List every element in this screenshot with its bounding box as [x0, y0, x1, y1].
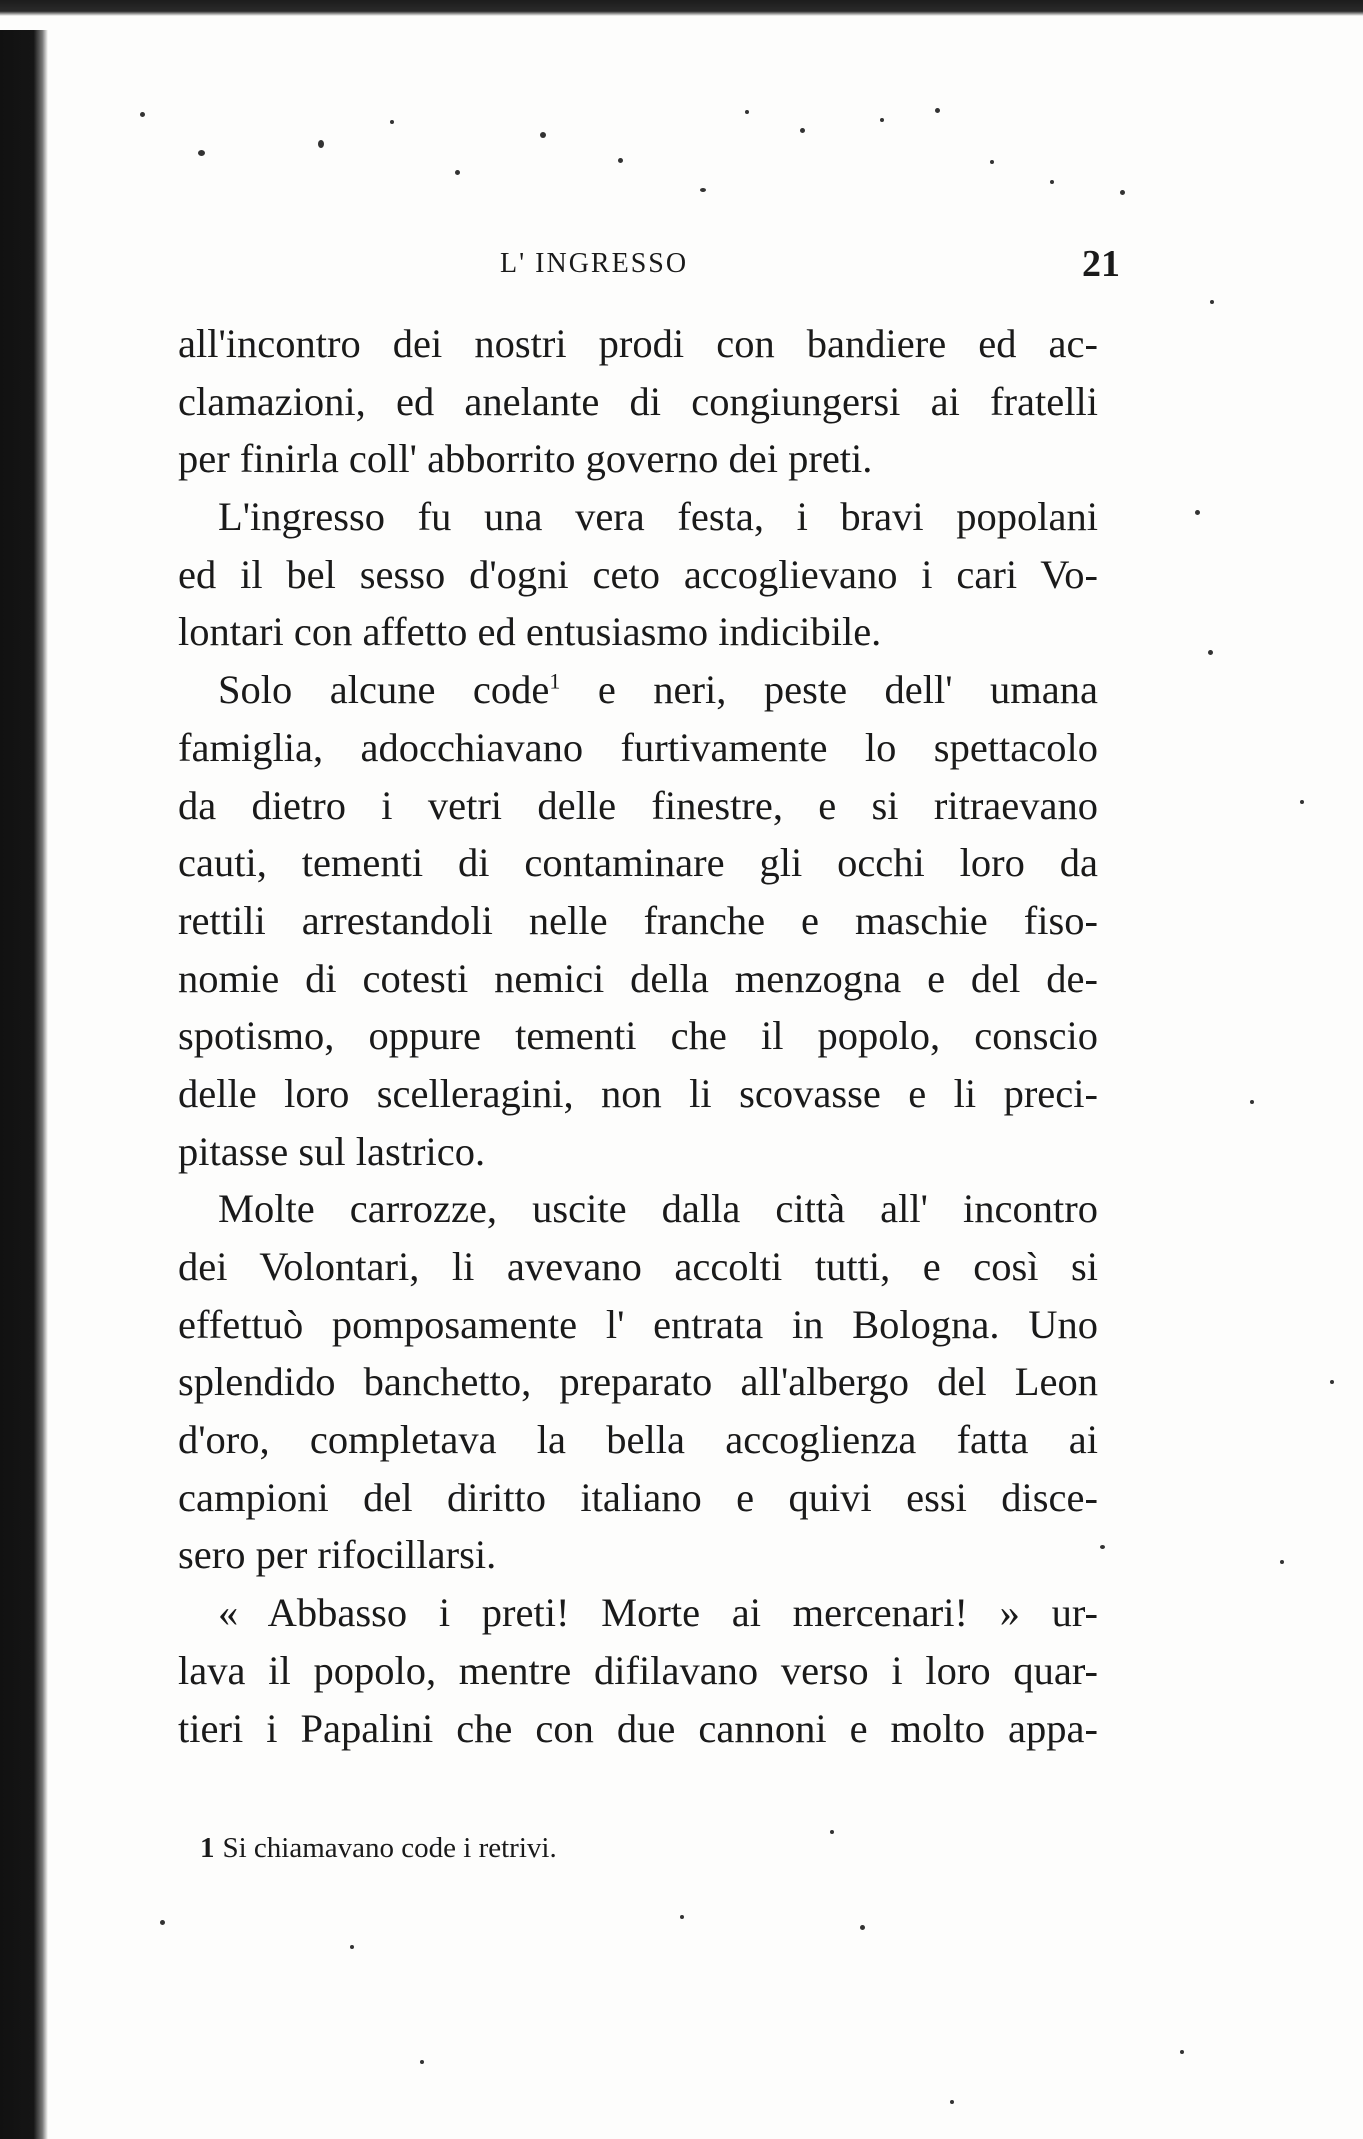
- text-line: cauti, tementi di contaminare gli occhi loro da: [178, 840, 1098, 886]
- footnote: [200, 1832, 557, 1865]
- running-title: L' INGRESSO: [500, 248, 689, 279]
- running-head: [500, 242, 1140, 288]
- text-line: ed il bel sesso d'ogni ceto accoglievano i cari Vo-: [178, 551, 1098, 597]
- footnote-text: Si chiamavano code i retrivi.: [222, 1832, 557, 1864]
- scan-left-edge: [0, 30, 48, 2139]
- text-line: rettili arrestandoli nelle franche e maschie fiso-: [178, 897, 1098, 943]
- footnote-reference: 1: [549, 668, 561, 694]
- text-line: campioni del diritto italiano e quivi essi disce-: [178, 1474, 1098, 1520]
- text-line: all'incontro dei nostri prodi con bandiere ed ac-: [178, 321, 1098, 366]
- text-line: nomie di cotesti nemici della menzogna e del de-: [178, 955, 1098, 1001]
- text-line: clamazioni, ed anelante di congiungersi ai fratelli: [178, 378, 1098, 424]
- text-line: delle loro scelleragini, non li scovasse e li preci-: [178, 1070, 1098, 1116]
- text-line: da dietro i vetri delle finestre, e si ritraevano: [178, 782, 1098, 828]
- text-line: L'ingresso fu una vera festa, i bravi popolani: [218, 494, 1098, 540]
- scan-top-edge: [0, 0, 1363, 16]
- text-line: sero per rifocillarsi.: [178, 1532, 497, 1578]
- text-line: lava il popolo, mentre difilavano verso i loro quar-: [178, 1647, 1098, 1693]
- text-line: spotismo, oppure tementi che il popolo, conscio: [178, 1013, 1098, 1059]
- text-line: [178, 661, 1098, 719]
- text-line: effettuò pomposamente l' entrata in Bologna. Uno: [178, 1301, 1098, 1347]
- text-line: lontari con affetto ed entusiasmo indicibile.: [178, 609, 882, 655]
- text-line: splendido banchetto, preparato all'albergo del Leon: [178, 1359, 1098, 1405]
- text-segment: Solo alcune code: [218, 667, 550, 713]
- body-text: [178, 315, 1098, 1757]
- text-line: Molte carrozze, uscite dalla città all' incontro: [218, 1186, 1098, 1232]
- text-line: d'oro, completava la bella accoglienza fatta ai: [178, 1417, 1098, 1463]
- text-line: per finirla coll' abborrito governo dei preti.: [178, 436, 873, 482]
- text-segment: e neri, peste dell' umana: [597, 667, 1098, 713]
- text-line: « Abbasso i preti! Morte ai mercenari! » ur-: [218, 1590, 1098, 1636]
- text-line: tieri i Papalini che con due cannoni e molto appa-: [178, 1705, 1098, 1751]
- text-line: dei Volontari, li avevano accolti tutti, e così si: [178, 1244, 1098, 1289]
- footnote-mark: 1: [200, 1832, 215, 1864]
- text-line: famiglia, adocchiavano furtivamente lo spettacolo: [178, 724, 1098, 770]
- text-line: pitasse sul lastrico.: [178, 1128, 486, 1174]
- page-number: 21: [1082, 243, 1120, 285]
